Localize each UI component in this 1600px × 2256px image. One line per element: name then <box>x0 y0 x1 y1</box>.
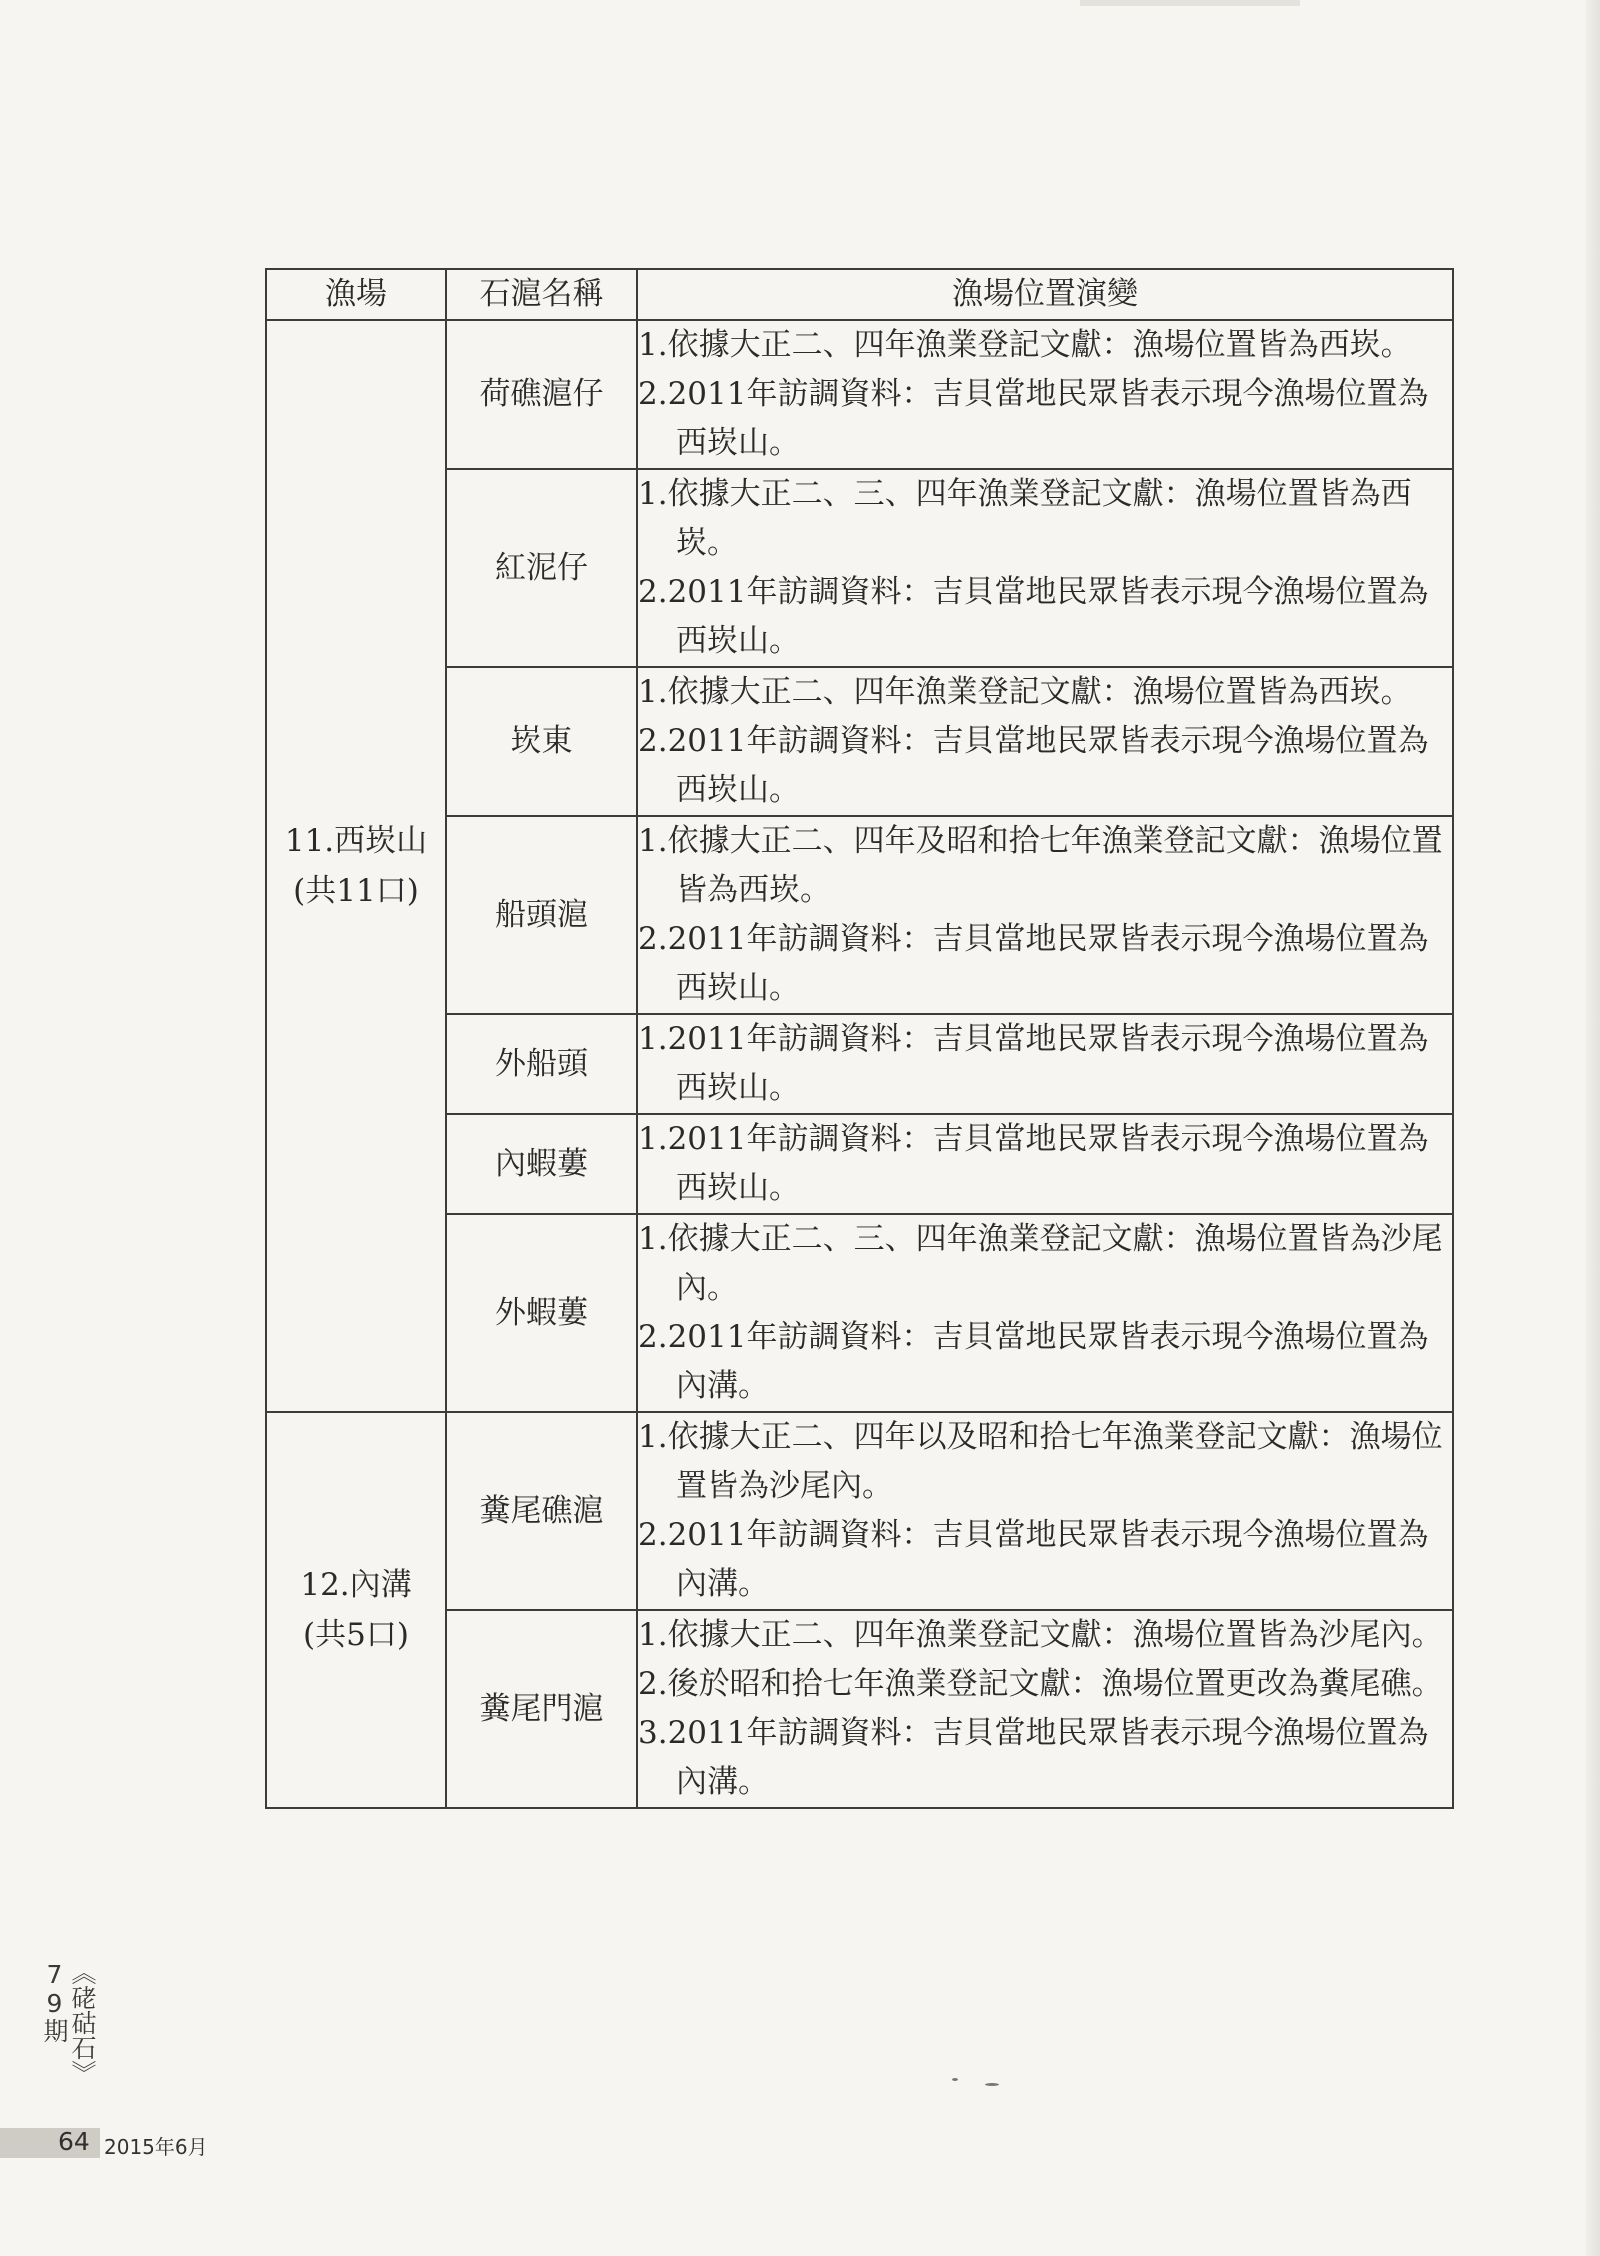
weir-name: 糞尾礁滬 <box>446 1412 637 1610</box>
table-row <box>266 1412 1453 1610</box>
journal-title-vertical: 《硓𥑮石》79期 <box>40 1960 97 2085</box>
weir-name: 內蝦蔞 <box>446 1114 637 1214</box>
history-item: 1.依據大正二、三、四年漁業登記文獻：漁場位置皆為沙尾內。 <box>638 1221 1443 1306</box>
history-item: 2.2011年訪調資料：吉貝當地民眾皆表示現今漁場位置為西崁山。 <box>638 574 1429 659</box>
location-history <box>637 1214 1453 1412</box>
history-item: 1.依據大正二、四年漁業登記文獻：漁場位置皆為西崁。 <box>638 327 1412 363</box>
fishing-ground-name: 11.西崁山 <box>284 823 428 859</box>
history-item: 1.依據大正二、三、四年漁業登記文獻：漁場位置皆為西崁。 <box>638 476 1412 561</box>
table-header-row <box>266 269 1453 320</box>
location-history <box>637 1114 1453 1214</box>
table-row <box>266 320 1453 469</box>
location-history <box>637 1014 1453 1114</box>
scan-mark <box>1080 0 1300 6</box>
fishing-ground-table <box>265 268 1454 1809</box>
fishing-ground-cell <box>266 320 446 1412</box>
history-item: 2.2011年訪調資料：吉貝當地民眾皆表示現今漁場位置為西崁山。 <box>638 376 1429 461</box>
page-edge <box>1586 0 1600 2256</box>
fishing-ground-count: (共11口) <box>293 873 419 909</box>
fishing-ground-count: (共5口) <box>303 1617 409 1653</box>
history-item: 1.依據大正二、四年漁業登記文獻：漁場位置皆為沙尾內。 <box>638 1617 1443 1653</box>
history-item: 2.2011年訪調資料：吉貝當地民眾皆表示現今漁場位置為內溝。 <box>638 1517 1429 1602</box>
scan-speck <box>985 2083 999 2086</box>
weir-name: 糞尾門滬 <box>446 1610 637 1808</box>
location-history <box>637 320 1453 469</box>
scan-speck <box>952 2078 958 2081</box>
weir-name: 外船頭 <box>446 1014 637 1114</box>
history-item: 2.2011年訪調資料：吉貝當地民眾皆表示現今漁場位置為西崁山。 <box>638 723 1429 808</box>
location-history <box>637 816 1453 1014</box>
weir-name: 紅泥仔 <box>446 469 637 667</box>
weir-name: 荷礁滬仔 <box>446 320 637 469</box>
column-header-fishing-ground: 漁場 <box>266 269 446 320</box>
column-header-weir-name: 石滬名稱 <box>446 269 637 320</box>
history-item: 1.2011年訪調資料：吉貝當地民眾皆表示現今漁場位置為西崁山。 <box>638 1121 1429 1206</box>
fishing-ground-cell <box>266 1412 446 1808</box>
weir-name: 外蝦蔞 <box>446 1214 637 1412</box>
history-item: 1.依據大正二、四年漁業登記文獻：漁場位置皆為西崁。 <box>638 674 1412 710</box>
issue-date: 2015年6月 <box>104 2135 208 2159</box>
history-item: 1.2011年訪調資料：吉貝當地民眾皆表示現今漁場位置為西崁山。 <box>638 1021 1429 1106</box>
history-item: 2.2011年訪調資料：吉貝當地民眾皆表示現今漁場位置為內溝。 <box>638 1319 1429 1404</box>
location-history <box>637 667 1453 816</box>
weir-name: 船頭滬 <box>446 816 637 1014</box>
history-item: 1.依據大正二、四年以及昭和拾七年漁業登記文獻：漁場位置皆為沙尾內。 <box>638 1419 1443 1504</box>
location-history <box>637 469 1453 667</box>
column-header-location-history: 漁場位置演變 <box>637 269 1453 320</box>
location-history <box>637 1412 1453 1610</box>
location-history <box>637 1610 1453 1808</box>
page-number: 64 <box>58 2127 90 2156</box>
history-item: 2.2011年訪調資料：吉貝當地民眾皆表示現今漁場位置為西崁山。 <box>638 921 1429 1006</box>
weir-name: 崁東 <box>446 667 637 816</box>
history-item: 2.後於昭和拾七年漁業登記文獻：漁場位置更改為糞尾礁。 <box>638 1666 1443 1702</box>
history-item: 3.2011年訪調資料：吉貝當地民眾皆表示現今漁場位置為內溝。 <box>638 1715 1429 1800</box>
history-item: 1.依據大正二、四年及昭和拾七年漁業登記文獻：漁場位置皆為西崁。 <box>638 823 1443 908</box>
fishing-ground-name: 12.內溝 <box>300 1567 412 1603</box>
